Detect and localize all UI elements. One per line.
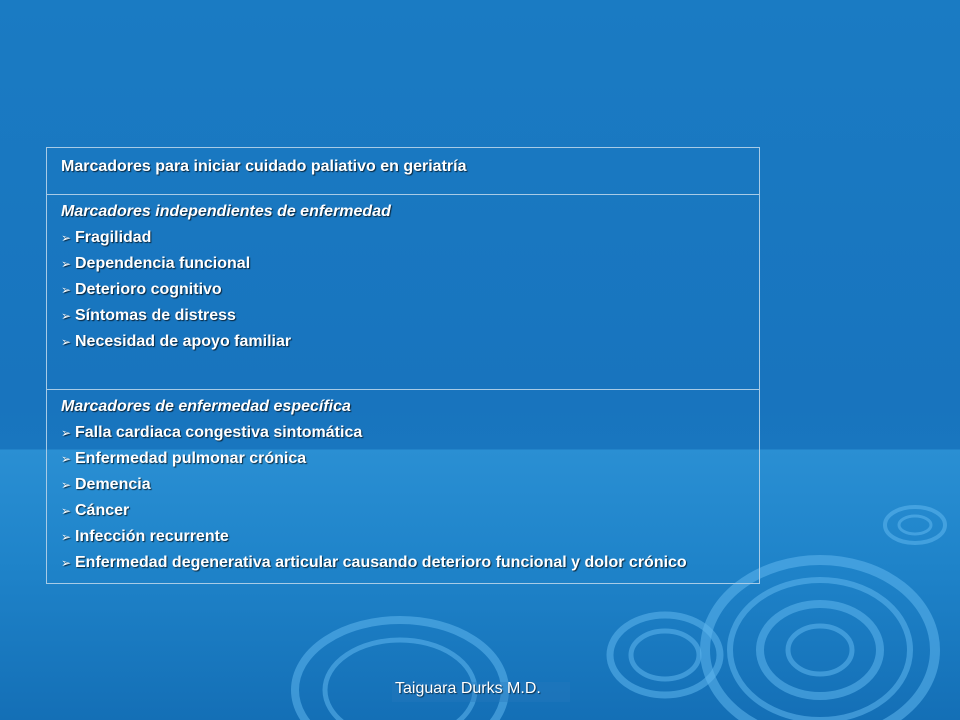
arrow-bullet-icon: ➢ <box>61 530 72 544</box>
arrow-bullet-icon: ➢ <box>61 556 72 570</box>
arrow-bullet-icon: ➢ <box>61 504 72 518</box>
list-item <box>61 225 759 251</box>
list-item-label: Deterioro cognitivo <box>75 281 222 298</box>
list-item-label: Dependencia funcional <box>75 255 251 272</box>
list-item <box>61 420 759 446</box>
list-item-label: Demencia <box>75 476 151 493</box>
list-item-label: Enfermedad degenerativa articular causando deterioro funcional y dolor crónico <box>75 554 687 571</box>
list-item <box>61 277 759 303</box>
list-item-label: Infección recurrente <box>75 528 229 545</box>
arrow-bullet-icon: ➢ <box>61 283 72 297</box>
list-item <box>61 303 759 329</box>
arrow-bullet-icon: ➢ <box>61 452 72 466</box>
list-specific-markers <box>61 420 759 576</box>
arrow-bullet-icon: ➢ <box>61 426 72 440</box>
list-independent-markers <box>61 225 759 355</box>
list-item-label: Necesidad de apoyo familiar <box>75 333 292 350</box>
section-title-independent: Marcadores independientes de enfermedad <box>61 203 391 220</box>
list-item-label: Falla cardiaca congestiva sintomática <box>75 424 363 441</box>
list-item <box>61 251 759 277</box>
arrow-bullet-icon: ➢ <box>61 257 72 271</box>
list-item <box>61 550 759 576</box>
arrow-bullet-icon: ➢ <box>61 309 72 323</box>
list-item-label: Fragilidad <box>75 229 152 246</box>
list-item-label: Cáncer <box>75 502 130 519</box>
table-header-title: Marcadores para iniciar cuidado paliativo en geriatría <box>61 158 467 175</box>
section-specific-disease-markers <box>47 390 759 583</box>
list-item <box>61 329 759 355</box>
arrow-bullet-icon: ➢ <box>61 478 72 492</box>
list-item-label: Enfermedad pulmonar crónica <box>75 450 307 467</box>
section-independent-markers <box>47 195 759 390</box>
list-item <box>61 524 759 550</box>
arrow-bullet-icon: ➢ <box>61 335 72 349</box>
table-header-row <box>47 148 759 195</box>
list-item-label: Síntomas de distress <box>75 307 236 324</box>
markers-table <box>46 147 760 584</box>
list-item <box>61 472 759 498</box>
list-item <box>61 498 759 524</box>
arrow-bullet-icon: ➢ <box>61 231 72 245</box>
footer-author: Taiguara Durks M.D. <box>395 680 541 697</box>
section-title-specific: Marcadores de enfermedad específica <box>61 398 351 415</box>
list-item <box>61 446 759 472</box>
